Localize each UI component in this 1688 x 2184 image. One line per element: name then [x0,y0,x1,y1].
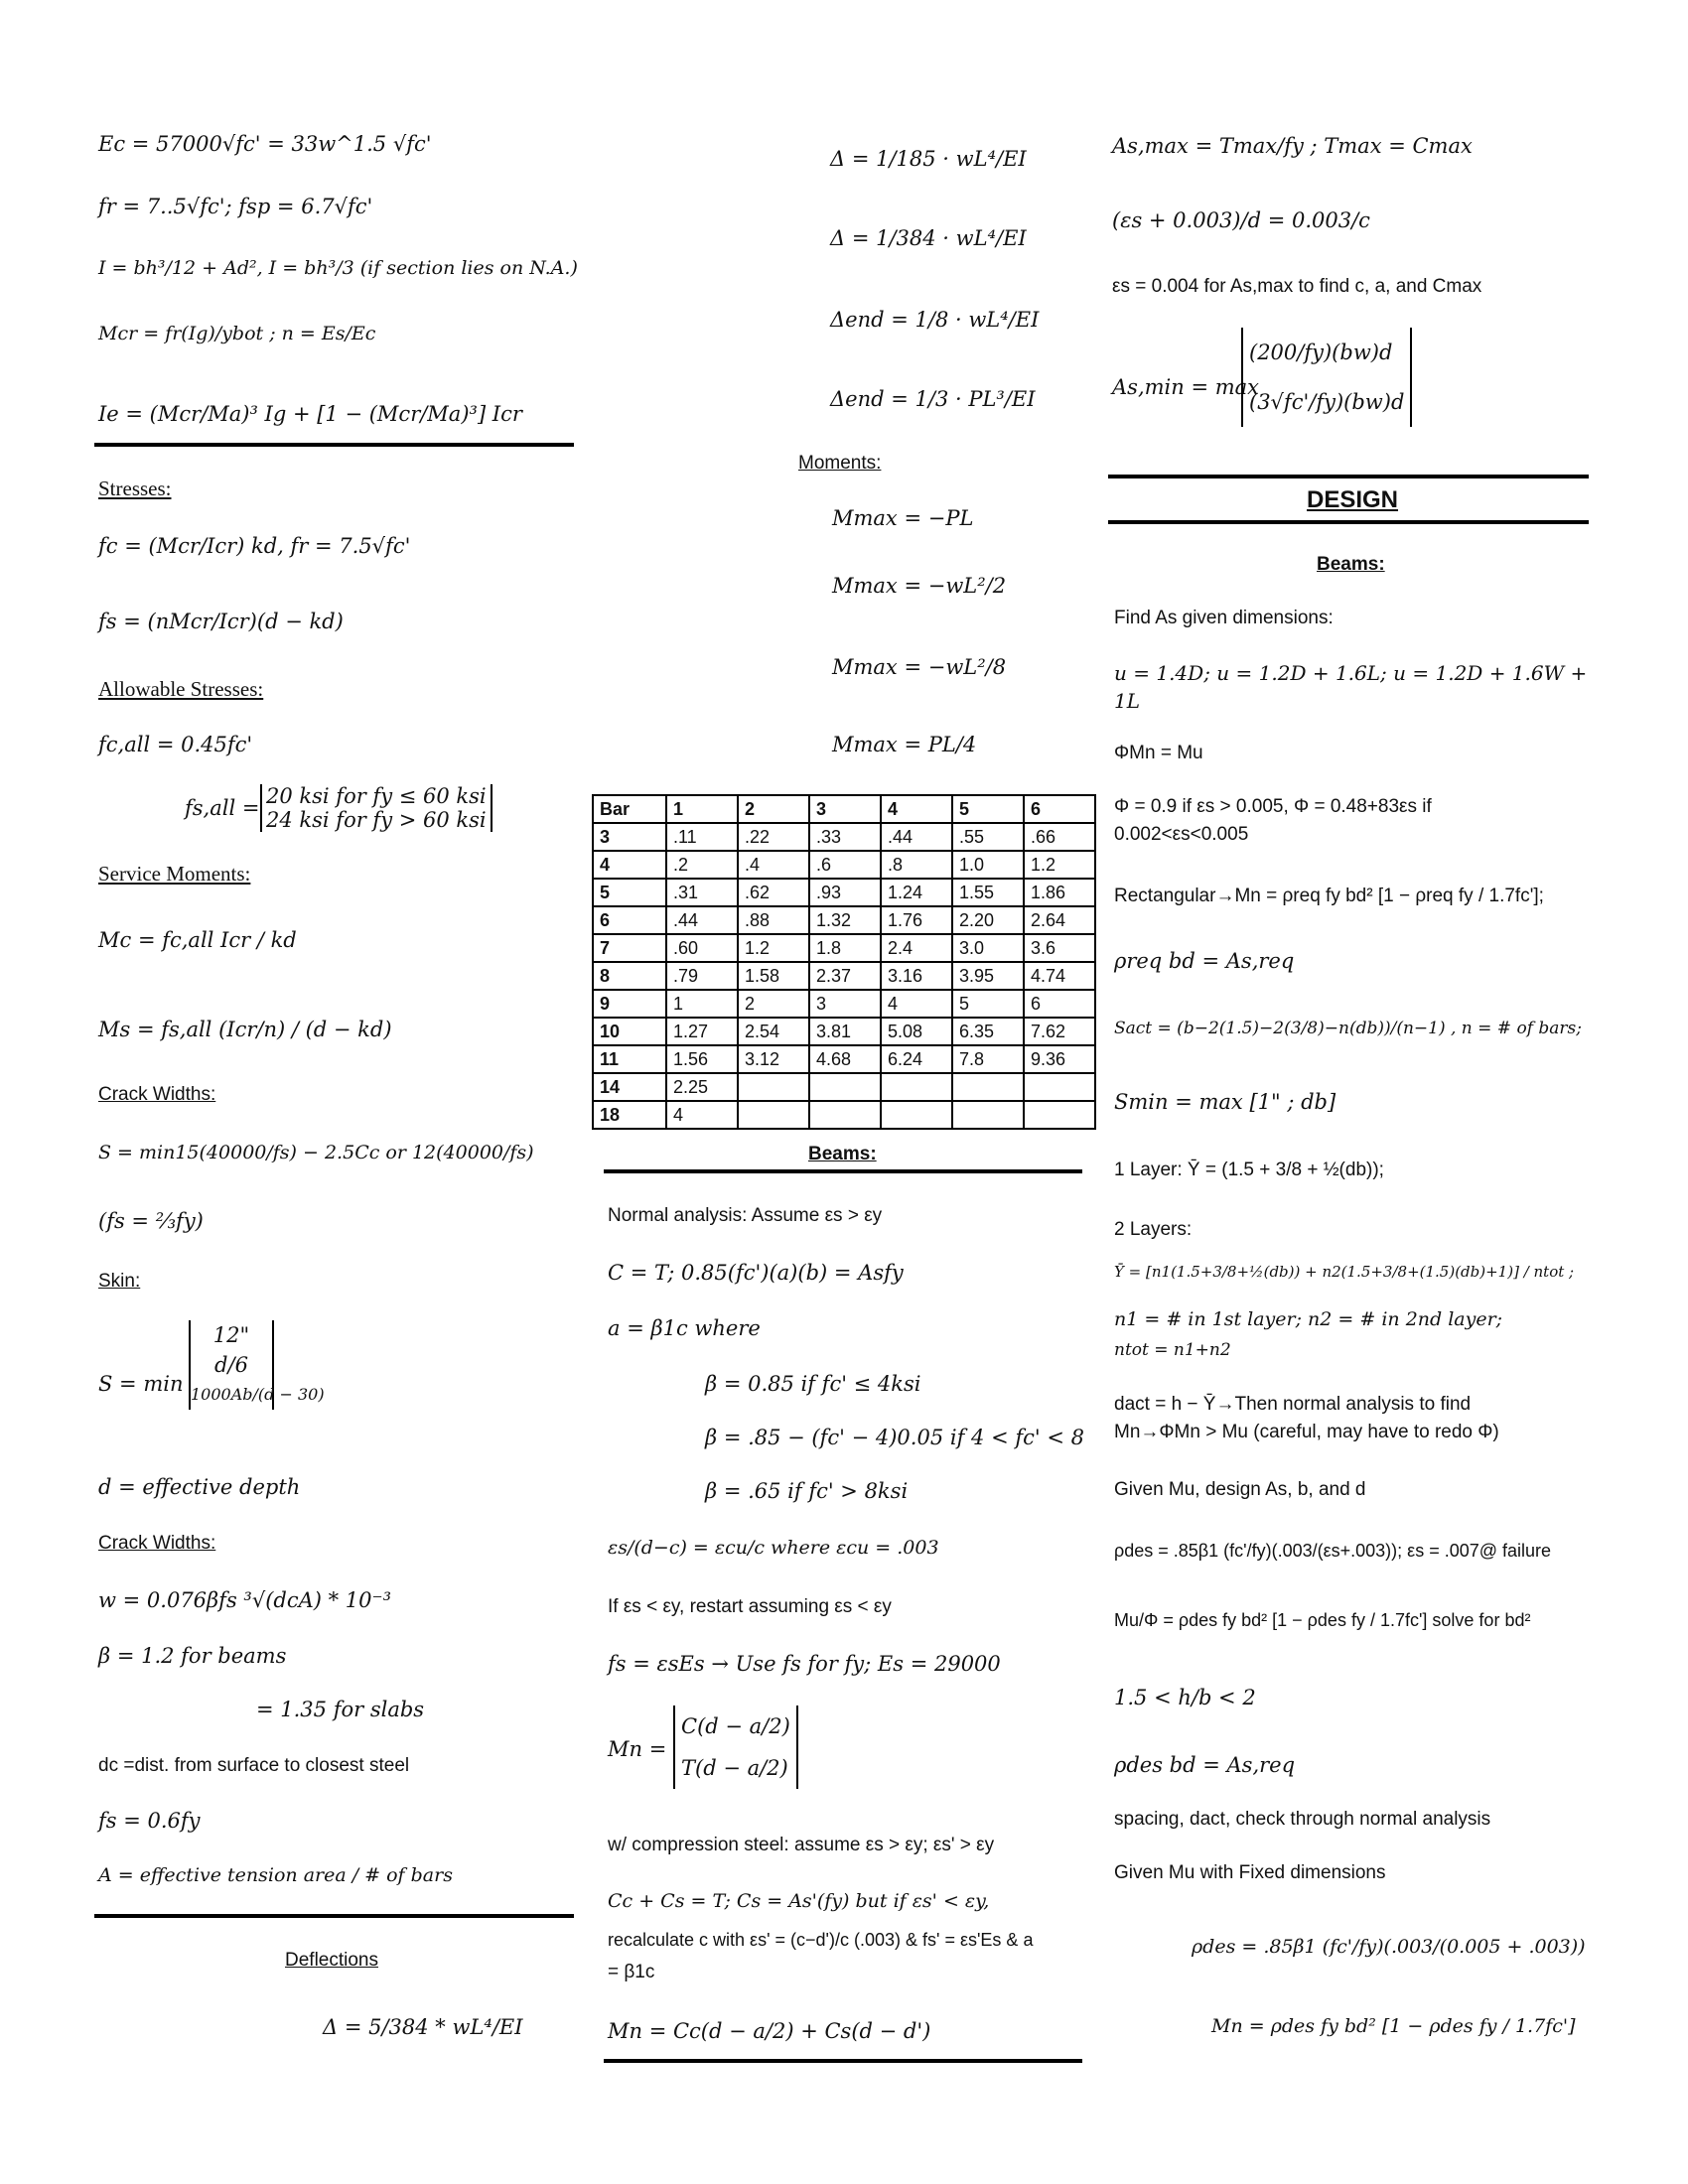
table-header-cell: 4 [881,795,952,823]
table-row [593,1045,1095,1073]
rho-fixed: ρdes = .85β1 (fc'/fy)(.003/(0.005 + .003)) [1192,1936,1586,1958]
table-cell: 8 [593,962,666,990]
skin-option-12in: 12" [212,1323,250,1347]
cc-cs: Cc + Cs = T; Cs = As'(fy) but if εs' < εy, [608,1890,990,1912]
table-cell: 6.35 [952,1018,1024,1045]
n-tot: ntot = n1+n2 [1114,1340,1231,1360]
table-cell: 2.37 [809,962,881,990]
table-cell: 3.95 [952,962,1024,990]
beta-beams: β = 1.2 for beams [98,1644,287,1668]
table-cell: 3.12 [738,1045,809,1073]
beams-heading-middle: Beams: [808,1144,877,1164]
table-cell: 7.8 [952,1045,1024,1073]
table-cell: 9 [593,990,666,1018]
table-cell: 7 [593,934,666,962]
table-row [593,962,1095,990]
table-cell: .88 [738,906,809,934]
phi-mn: ΦMn = Mu [1114,743,1203,763]
table-cell: 6 [593,906,666,934]
rectangular-mn: Rectangular→Mn = ρreq fy bd² [1 − ρreq fy / 1.7fc']; [1114,886,1544,906]
table-header-cell: 3 [809,795,881,823]
mn-tension: T(d − a/2) [681,1756,788,1780]
table-cell: 1.2 [738,934,809,962]
table-cell: 2.64 [1024,906,1095,934]
middle-column [586,0,1112,2184]
table-header-cell: 6 [1024,795,1095,823]
table-cell: 6.24 [881,1045,952,1073]
fs-all-case-1: 20 ksi for fy ≤ 60 ksi [266,784,487,808]
table-cell: 7.62 [1024,1018,1095,1045]
s-crack-formula: S = min15(40000/fs) − 2.5Cc or 12(40000/fs) [98,1142,534,1163]
table-cell: 1.55 [952,879,1024,906]
skin-heading: Skin: [98,1271,141,1292]
table-cell: .4 [738,851,809,879]
table-cell: .44 [666,906,738,934]
s-min: Smin = max [1" ; db] [1114,1090,1336,1114]
as-min-option-1: (200/fy)(bw)d [1249,341,1393,364]
table-cell: .31 [666,879,738,906]
moment-pl: Mmax = −PL [832,506,974,530]
mn-fixed: Mn = ρdes fy bd² [1 − ρdes fy / 1.7fc'] [1211,2015,1576,2037]
table-cell: 2.20 [952,906,1024,934]
beams-heading-right: Beams: [1317,554,1385,575]
mu-over-phi: Mu/Φ = ρdes fy bd² [1 − ρdes fy / 1.7fc'] solve for bd² [1114,1610,1531,1630]
as-min-option-2: (3√fc'/fy)(bw)d [1249,390,1405,414]
table-cell [1024,1073,1095,1101]
table-cell: 18 [593,1101,666,1129]
table-row [593,879,1095,906]
table-cell: .33 [809,823,881,851]
recalculate-c: recalculate c with εs' = (c−d')/c (.003) & fs' = εs'Es & a [608,1930,1034,1950]
fs-two-thirds: (fs = ⅔fy) [98,1209,204,1233]
design-rule-bottom [1108,520,1589,524]
deflection-formula-1: Δ = 5/384 * wL⁴/EI [323,2015,523,2039]
fs-all-bracket [260,784,492,832]
compression-steel: w/ compression steel: assume εs > εy; εs' > εy [608,1835,995,1855]
d-act: dact = h − Ȳ→Then normal analysis to find [1114,1394,1472,1415]
table-header-cell: 5 [952,795,1024,823]
table-cell: 1.56 [666,1045,738,1073]
table-cell: 1 [666,990,738,1018]
table-cell [952,1101,1024,1129]
table-cell: 1.32 [809,906,881,934]
beta-case-3: β = .65 if fc' > 8ksi [705,1479,909,1503]
table-cell [1024,1101,1095,1129]
table-cell: 4.74 [1024,962,1095,990]
normal-analysis: Normal analysis: Assume εs > εy [608,1205,883,1226]
table-cell: 1.86 [1024,879,1095,906]
table-cell: 1.76 [881,906,952,934]
fc-formula: fc = (Mcr/Icr) kd, fr = 7.5√fc' [98,534,411,558]
beta-slabs: = 1.35 for slabs [256,1698,425,1721]
table-cell: 5.08 [881,1018,952,1045]
fs-all-case-2: 24 ksi for fy > 60 ksi [266,808,487,832]
spacing-check: spacing, dact, check through normal analysis [1114,1809,1491,1830]
table-cell: 1.27 [666,1018,738,1045]
table-cell: .60 [666,934,738,962]
table-cell: 4.68 [809,1045,881,1073]
find-as: Find As given dimensions: [1114,608,1334,628]
design-heading: DESIGN [1307,486,1399,513]
fs-06fy: fs = 0.6fy [98,1809,201,1833]
table-cell: 3.16 [881,962,952,990]
table-cell: .62 [738,879,809,906]
left-column [0,0,586,2184]
table-cell: 14 [593,1073,666,1101]
table-header-cell: 1 [666,795,738,823]
design-rule-top [1108,475,1589,478]
table-cell: .66 [1024,823,1095,851]
skin-option-d6: d/6 [214,1353,248,1377]
table-cell: .6 [809,851,881,879]
table-cell [809,1101,881,1129]
fs-all-label: fs,all = [185,796,260,820]
load-combos-2: 1L [1114,689,1141,713]
table-cell: 9.36 [1024,1045,1095,1073]
table-cell: .11 [666,823,738,851]
ie-formula: Ie = (Mcr/Ma)³ Ig + [1 − (Mcr/Ma)³] Icr [98,402,522,426]
table-cell: .55 [952,823,1024,851]
bottom-divider [604,2059,1082,2063]
load-combos: u = 1.4D; u = 1.2D + 1.6L; u = 1.2D + 1.6W + [1114,661,1588,685]
table-cell: 10 [593,1018,666,1045]
table-cell: 5 [593,879,666,906]
table-header-cell: Bar [593,795,666,823]
table-cell: .79 [666,962,738,990]
h-b-ratio: 1.5 < h/b < 2 [1114,1686,1256,1709]
table-cell: 1.58 [738,962,809,990]
c-equals-t: C = T; 0.85(fc')(a)(b) = Asfy [608,1261,904,1285]
mn-check: Mn→ΦMn > Mu (careful, may have to redo Φ) [1114,1422,1499,1442]
mcr-formula: Mcr = fr(Ig)/ybot ; n = Es/Ec [98,323,376,344]
fc-all-formula: fc,all = 0.45fc' [98,733,253,756]
table-cell: 5 [952,990,1024,1018]
fs-formula: fs = (nMcr/Icr)(d − kd) [98,610,344,633]
given-mu: Given Mu, design As, b, and d [1114,1479,1366,1500]
two-layers-heading: 2 Layers: [1114,1219,1193,1240]
table-header-row [593,795,1095,823]
table-row [593,851,1095,879]
rho-des-bd: ρdes bd = As,req [1114,1753,1296,1777]
crack-widths-heading: Crack Widths: [98,1084,216,1105]
inertia-formula: I = bh³/12 + Ad², I = bh³/3 (if section lies on N.A.) [98,257,578,279]
table-cell: 4 [881,990,952,1018]
fs-es: fs = εsEs → Use fs for fy; Es = 29000 [608,1652,1001,1676]
beta-case-2: β = .85 − (fc' − 4)0.05 if 4 < fc' < 8 [705,1426,1084,1449]
table-cell: .8 [881,851,952,879]
table-cell: 2 [738,990,809,1018]
table-row [593,1073,1095,1101]
moment-wl2-2: Mmax = −wL²/2 [832,574,1007,598]
skin-s-label: S = min [98,1372,184,1396]
phi-rule-2: 0.002<εs<0.005 [1114,824,1249,845]
deflections-heading: Deflections [285,1950,378,1971]
table-cell: 1.0 [952,851,1024,879]
ec-formula: Ec = 57000√fc' = 33w^1.5 √fc' [98,132,432,156]
as-min-label: As,min = max [1112,375,1259,399]
mn-label: Mn = [608,1737,667,1761]
fr-formula: fr = 7..5√fc'; fsp = 6.7√fc' [98,195,373,218]
w-formula: w = 0.076βfs ³√(dcA) * 10⁻³ [98,1588,392,1612]
stresses-heading: Stresses: [98,477,172,500]
effective-depth: d = effective depth [98,1475,301,1499]
rho-req-bd: ρreq bd = As,req [1114,949,1295,973]
n1-n2: n1 = # in 1st layer; n2 = # in 2nd layer; [1114,1308,1503,1330]
table-row [593,934,1095,962]
deflection-end-p: Δend = 1/3 · PL³/EI [830,387,1036,411]
table-row [593,906,1095,934]
table-cell: 1.8 [809,934,881,962]
deflection-384: Δ = 1/384 · wL⁴/EI [830,226,1027,250]
table-cell: .2 [666,851,738,879]
strain-compat: εs/(d−c) = εcu/c where εcu = .003 [608,1537,939,1559]
beta-case-1: β = 0.85 if fc' ≤ 4ksi [705,1372,921,1396]
given-fixed: Given Mu with Fixed dimensions [1114,1862,1386,1883]
table-cell [738,1101,809,1129]
moment-wl2-8: Mmax = −wL²/8 [832,655,1007,679]
allowable-stresses-heading: Allowable Stresses: [98,677,264,701]
table-row [593,1101,1095,1129]
deflection-185: Δ = 1/185 · wL⁴/EI [830,147,1027,171]
as-min-bracket [1241,328,1412,427]
table-cell: 3.6 [1024,934,1095,962]
section-divider [94,443,574,447]
deflection-end-w: Δend = 1/8 · wL⁴/EI [830,308,1040,332]
bar-area-table [592,794,1096,1130]
table-row [593,990,1095,1018]
strain-ratio: (εs + 0.003)/d = 0.003/c [1112,208,1370,232]
table-cell: 11 [593,1045,666,1073]
right-column [1102,0,1688,2184]
table-cell: 6 [1024,990,1095,1018]
recalculate-c-2: = β1c [608,1962,655,1982]
table-cell [881,1073,952,1101]
one-layer: 1 Layer: Ȳ = (1.5 + 3/8 + ½(db)); [1114,1160,1384,1180]
table-cell [738,1073,809,1101]
beams-divider [604,1169,1082,1173]
s-act: Sact = (b−2(1.5)−2(3/8)−n(db))/(n−1) , n = # of bars; [1114,1019,1582,1038]
skin-option-ab: 1000Ab/(d − 30) [191,1385,325,1404]
two-layers-ybar: Ȳ = [n1(1.5+3/8+½(db)) + n2(1.5+3/8+(1.5)(db)+1)] / ntot ; [1114,1263,1575,1281]
es-004: εs = 0.004 for As,max to find c, a, and Cmax [1112,276,1482,297]
table-header-cell: 2 [738,795,809,823]
dc-definition: dc =dist. from surface to closest steel [98,1755,410,1776]
table-cell: 1.2 [1024,851,1095,879]
table-cell [809,1073,881,1101]
a-effective-formula: A = effective tension area / # of bars [98,1864,453,1886]
table-cell: 3 [593,823,666,851]
table-cell: 3.0 [952,934,1024,962]
table-cell: 1.24 [881,879,952,906]
table-cell: 3 [809,990,881,1018]
section-divider-2 [94,1914,574,1918]
if-es-less: If εs < εy, restart assuming εs < εy [608,1596,892,1617]
table-cell: 3.81 [809,1018,881,1045]
table-cell: 2.25 [666,1073,738,1101]
table-cell: .44 [881,823,952,851]
table-row [593,1018,1095,1045]
table-cell: 4 [666,1101,738,1129]
table-cell: .93 [809,879,881,906]
table-cell: .22 [738,823,809,851]
moment-pl4: Mmax = PL/4 [832,733,977,756]
skin-options-bracket [189,1320,325,1410]
mn-final: Mn = Cc(d − a/2) + Cs(d − d') [608,2019,931,2043]
phi-rule: Φ = 0.9 if εs > 0.005, Φ = 0.48+83εs if [1114,796,1432,817]
table-cell: 2.54 [738,1018,809,1045]
table-cell [881,1101,952,1129]
moments-heading: Moments: [798,453,882,474]
a-beta-c: a = β1c where [608,1316,761,1340]
ms-formula: Ms = fs,all (Icr/n) / (d − kd) [98,1018,392,1041]
mn-compression: C(d − a/2) [681,1714,790,1738]
table-cell: 4 [593,851,666,879]
mc-formula: Mc = fc,all Icr / kd [98,928,297,952]
service-moments-heading: Service Moments: [98,862,251,886]
table-cell: 2.4 [881,934,952,962]
rho-des: ρdes = .85β1 (fc'/fy)(.003/(εs+.003)); εs = .007@ failure [1114,1541,1552,1561]
crack-widths-heading-2: Crack Widths: [98,1533,216,1554]
mn-bracket [673,1706,798,1789]
as-max: As,max = Tmax/fy ; Tmax = Cmax [1112,134,1473,158]
table-row [593,823,1095,851]
table-cell [952,1073,1024,1101]
